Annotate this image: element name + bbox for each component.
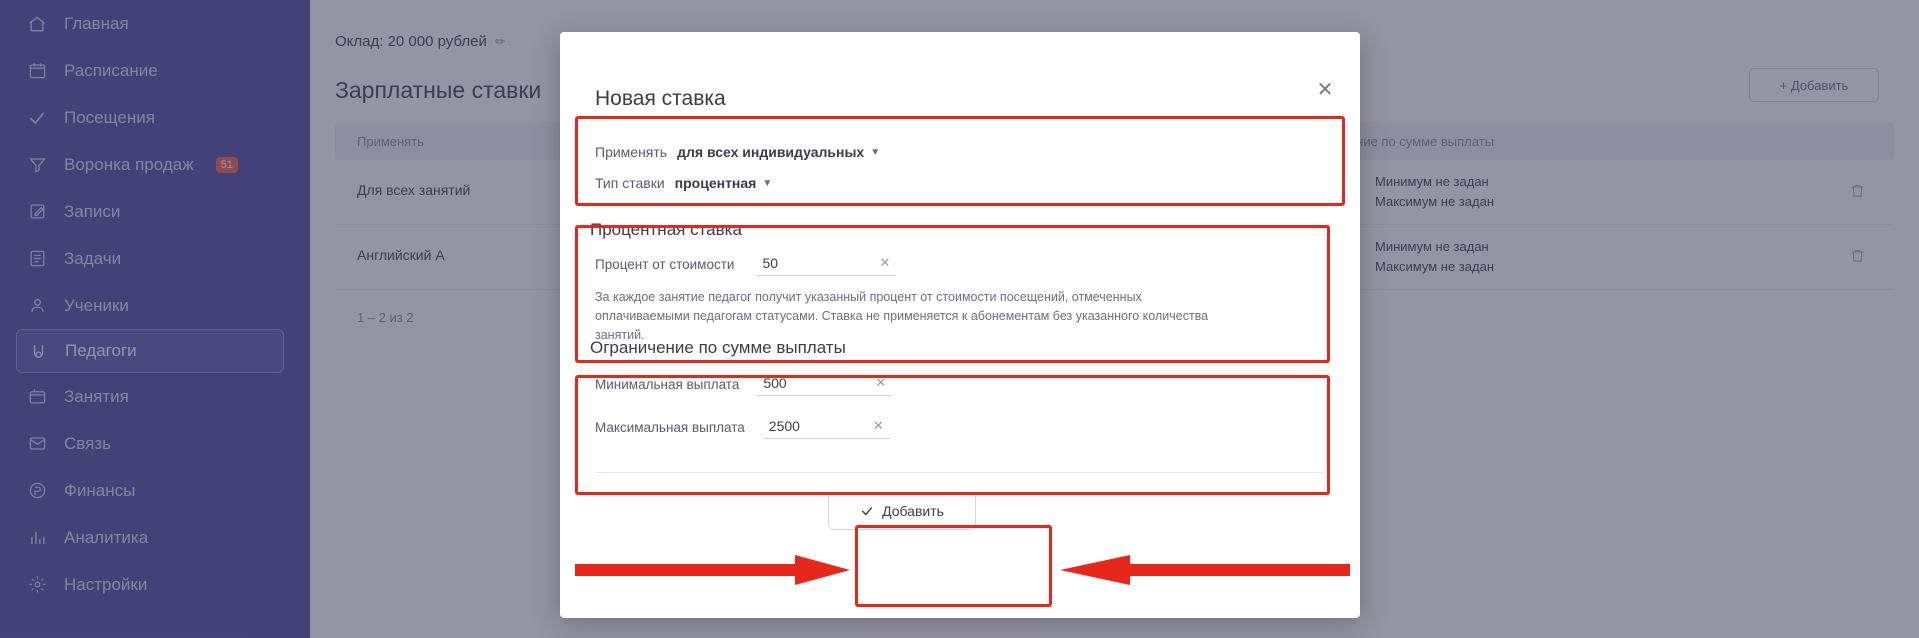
new-rate-dialog bbox=[560, 32, 1360, 618]
submit-button-label: Добавить bbox=[882, 503, 944, 519]
percent-input-value: 50 bbox=[762, 254, 779, 271]
chevron-down-icon: ▼ bbox=[762, 177, 773, 189]
footer-divider bbox=[595, 472, 1325, 473]
type-select-value: процентная bbox=[674, 175, 757, 191]
clear-icon[interactable]: ✕ bbox=[879, 254, 891, 270]
min-payout-value: 500 bbox=[763, 374, 787, 391]
type-label: Тип ставки bbox=[595, 175, 665, 191]
percent-label: Процент от стоимости bbox=[595, 257, 735, 272]
max-payout-field-row bbox=[595, 413, 890, 439]
apply-label: Применять bbox=[595, 144, 668, 160]
min-payout-label: Минимальная выплата bbox=[595, 377, 740, 392]
close-icon[interactable]: ✕ bbox=[1316, 79, 1334, 101]
min-payout-field-row bbox=[595, 370, 892, 396]
min-payout-input[interactable] bbox=[757, 370, 892, 396]
apply-select-value: для всех индивидуальных bbox=[677, 144, 865, 160]
max-payout-value: 2500 bbox=[768, 417, 800, 434]
percent-field-row bbox=[595, 250, 896, 276]
check-icon bbox=[860, 504, 874, 518]
percent-section-title: Процентная ставка bbox=[590, 220, 742, 239]
chevron-down-icon: ▼ bbox=[870, 146, 881, 158]
apply-field-row bbox=[595, 144, 880, 160]
dialog-title: Новая ставка bbox=[595, 87, 726, 110]
percent-input[interactable] bbox=[756, 250, 896, 276]
percent-hint-text: За каждое занятие педагог получит указанный процент от стоимости посещений, отмеченных оплачиваемыми педагогам статусами. Ставка не применяется к абонементам без указанного количества занятий. bbox=[595, 290, 1209, 342]
apply-select[interactable] bbox=[677, 144, 880, 160]
limit-section-title: Ограничение по сумме выплаты bbox=[590, 338, 846, 357]
clear-icon[interactable]: ✕ bbox=[872, 417, 884, 433]
max-payout-input[interactable] bbox=[763, 413, 890, 439]
submit-button[interactable] bbox=[828, 492, 976, 530]
max-payout-label: Максимальная выплата bbox=[595, 420, 745, 435]
clear-icon[interactable]: ✕ bbox=[875, 374, 887, 390]
type-select[interactable] bbox=[675, 175, 773, 191]
type-field-row bbox=[595, 175, 772, 191]
